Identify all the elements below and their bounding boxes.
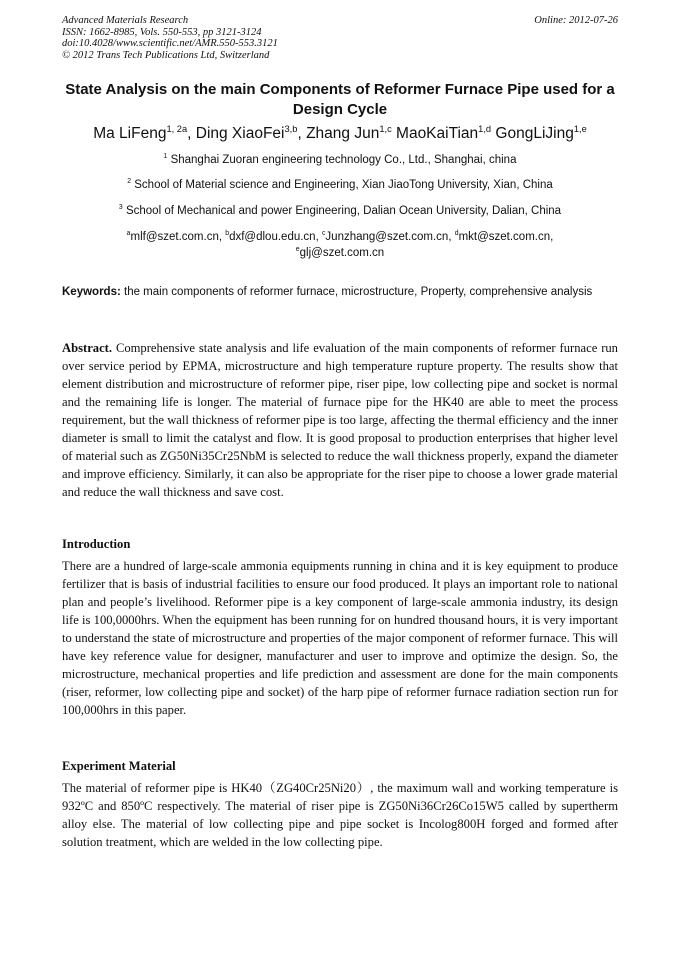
- experiment-heading: Experiment Material: [62, 759, 176, 773]
- copyright-line: © 2012 Trans Tech Publications Ltd, Switzerland: [62, 49, 270, 61]
- journal-name: Advanced Materials Research: [62, 15, 189, 26]
- author-name: MaoKaiTian: [396, 125, 479, 142]
- abstract-section: [62, 339, 618, 501]
- author-affiliation-marker: 1,c: [379, 123, 392, 134]
- doi-line[interactable]: doi:10.4028/www.scientific.net/AMR.550-553.3121: [62, 38, 278, 49]
- email-marker: b: [225, 230, 230, 238]
- email-link[interactable]: glj@szet.com.cn: [299, 247, 385, 259]
- journal-header: [62, 15, 618, 61]
- abstract-text: Comprehensive state analysis and life evaluation of the main components of reformer furnace run over service period by EPMA, microstructure and high temperature rupture property. The results show that element distribution and microstructure of reformer pipe, riser pipe, low collecting pipe and socket is normal and the remaining life is longer. The material of furnace pipe for the HK40 are able to meet the process requirement, but the wall thickness of reformer pipe is too large, affecting the thermal efficiency and the inner diameter is small to limit the catalyst and flow. It is good proposal to production enterprises that higher level of material such as ZG50Ni35Cr25NbM is selected to reduce the wall thickness properly, expand the diameter and improve efficiency. Similarly, it can also be appropriate for the riser pipe to choose a lower grade material and reduce the wall thickness and save cost.: [62, 341, 618, 499]
- author-name: Zhang Jun: [306, 125, 380, 142]
- issn-line: ISSN: 1662-8985, Vols. 550-553, pp 3121-3124: [62, 26, 262, 38]
- affiliation-number: 3: [118, 204, 123, 212]
- introduction-heading: Introduction: [62, 537, 131, 551]
- email-link[interactable]: mlf@szet.com.cn: [130, 231, 219, 243]
- affiliation-text: School of Mechanical and power Engineering, Dalian Ocean University, Dalian, China: [125, 205, 562, 217]
- keywords-section: [62, 284, 618, 300]
- email-link[interactable]: dxf@dlou.edu.cn: [229, 231, 316, 243]
- affiliation-number: 2: [127, 178, 132, 186]
- author-affiliation-marker: 1,d: [478, 123, 492, 134]
- email-marker: a: [126, 230, 131, 238]
- affiliation: [40, 153, 640, 167]
- affiliation: [40, 178, 640, 192]
- author-affiliation-marker: 3,b: [284, 123, 298, 134]
- email-marker: c: [321, 230, 326, 238]
- author-name: Ma LiFeng: [93, 125, 167, 142]
- online-date: Online: 2012-07-26: [534, 15, 618, 26]
- affiliation: [40, 204, 640, 218]
- email-link[interactable]: mkt@szet.com.cn: [458, 231, 551, 243]
- introduction-paragraph: There are a hundred of large-scale ammonia equipments running in china and it is key equipment to produce fertilizer that is basis of industrial facilities to ensure our food produced. It plays an important role to national plan and people’s livelihood. Reformer pipe is a key component of large-scale ammonia industry, its design life is 100,0000hrs. When the equipment has been running for on hundred thousand hours, it is very important to understand the state of microstructure and properties of the major component of reformer furnace. This will have key reference value for designer, manufacturer and user to improve and optimize the design. So, the microstructure, mechanical properties and life prediction and assessment are done for the main components (riser, reformer, low collecting pipe and socket) of the harp pipe of reformer furnace radiation section run for 100,000hrs in this paper.: [62, 559, 618, 717]
- experiment-paragraph: The material of reformer pipe is HK40（ZG40Cr25Ni20）, the maximum wall and working temperature is 932ºC and 850ºC respectively. The material of riser pipe is ZG50Ni36Cr26Co15W5 called by supertherm alloy else. The material of low collecting pipe and pipe socket is Incolog800H forged and formed after solution treatment, which are welded in the low collecting pipe.: [62, 781, 618, 849]
- affiliation-number: 1: [163, 153, 168, 161]
- author-affiliation-marker: 1,e: [573, 123, 587, 134]
- author-name: GongLiJing: [495, 125, 574, 142]
- affiliation-text: School of Material science and Engineering, Xian JiaoTong University, Xian, China: [134, 179, 553, 191]
- author-list: Ma LiFeng$^{1, 2a}$, Ding XiaoFei$^{3,b}$, Zhang Jun$^{1,c}$ MaoKaiTian$^{1,d}$ GongLiJing$^{1,e}$: [93, 123, 587, 142]
- keywords-text: the main components of reformer furnace, microstructure, Property, comprehensive analysis: [124, 286, 593, 298]
- email-marker: d: [454, 230, 459, 238]
- abstract-label: Abstract.: [62, 341, 113, 355]
- email-list: $^a$mlf@szet.com.cn, $^b$dxf@dlou.edu.cn, $^c$Junzhang@szet.com.cn, $^d$mkt@szet.com.cn, $^e$glj@szet.com.cn: [126, 230, 554, 259]
- keywords-label: Keywords:: [62, 286, 121, 298]
- email-marker: e: [295, 246, 300, 254]
- affiliation-text: Shanghai Zuoran engineering technology Co., Ltd., Shanghai, china: [170, 154, 517, 166]
- author-name: Ding XiaoFei: [195, 125, 285, 142]
- author-affiliation-marker: 1, 2a: [166, 123, 188, 134]
- email-link[interactable]: Junzhang@szet.com.cn: [325, 231, 449, 243]
- paper-title: State Analysis on the main Components of Reformer Furnace Pipe used for a Design Cycle: [65, 81, 615, 118]
